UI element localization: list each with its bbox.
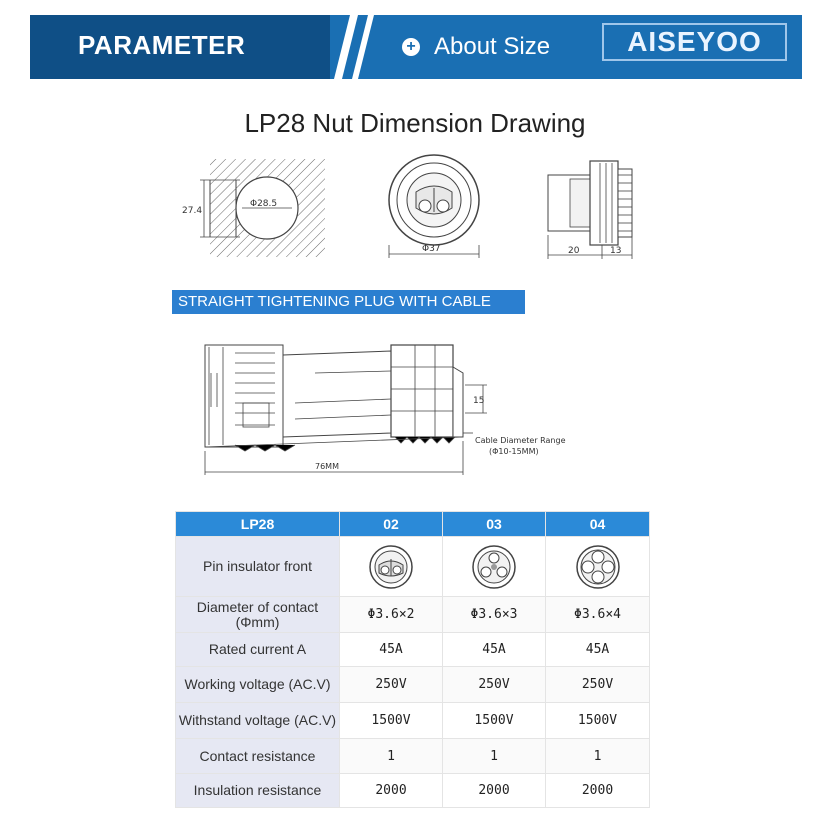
row-label: Working voltage (AC.V)	[176, 667, 340, 703]
cell-value: 1	[443, 739, 546, 774]
cell-value: 2000	[546, 774, 650, 808]
section-title: PARAMETER	[78, 30, 246, 60]
table-row	[176, 633, 650, 667]
cell-value: Φ3.6×2	[340, 597, 443, 633]
header-model: LP28	[176, 512, 340, 537]
nut-cutout-drawing	[180, 155, 330, 265]
slash-divider-icon	[320, 15, 380, 79]
header-03: 03	[443, 512, 546, 537]
row-label: Withstand voltage (AC.V)	[176, 703, 340, 739]
plus-icon: +	[402, 38, 420, 56]
pin-layout-2-icon	[340, 537, 443, 597]
table-row	[176, 774, 650, 808]
table-row	[176, 667, 650, 703]
cell-value: 250V	[546, 667, 650, 703]
table-row	[176, 597, 650, 633]
cell-value: 1500V	[340, 703, 443, 739]
table-row	[176, 537, 650, 597]
cell-value: 250V	[340, 667, 443, 703]
cell-value: 1	[340, 739, 443, 774]
front-view-drawing	[380, 150, 490, 265]
cable-range-value: (Φ10-15MM)	[489, 447, 539, 456]
about-size-label: About Size	[434, 33, 551, 60]
cell-value: 250V	[443, 667, 546, 703]
cell-value: Φ3.6×3	[443, 597, 546, 633]
header-04: 04	[546, 512, 650, 537]
side-length-b-label: 13	[610, 246, 622, 256]
side-length-a-label: 20	[568, 246, 580, 256]
cell-value: 2000	[340, 774, 443, 808]
plug-length-label: 76MM	[315, 462, 339, 471]
nut-height-label: 27.4	[182, 206, 203, 216]
pin-layout-3-icon	[443, 537, 546, 597]
cell-value: 2000	[443, 774, 546, 808]
row-label: Contact resistance	[176, 739, 340, 774]
plug-height-label: 15	[473, 396, 485, 406]
header-banner	[30, 15, 802, 79]
cell-value: 1	[546, 739, 650, 774]
cell-value: Φ3.6×4	[546, 597, 650, 633]
cell-value: 45A	[443, 633, 546, 667]
brand-logo: AISEYOO	[602, 23, 787, 61]
plug-drawing	[195, 333, 595, 483]
table-row	[176, 739, 650, 774]
cell-value: 1500V	[546, 703, 650, 739]
side-view-drawing	[540, 155, 640, 265]
row-label: Rated current A	[176, 633, 340, 667]
row-label: Insulation resistance	[176, 774, 340, 808]
cable-range-label: Cable Diameter Range	[475, 436, 566, 445]
row-label: Diameter of contact (Φmm)	[176, 597, 340, 633]
row-label: Pin insulator front	[176, 537, 340, 597]
section-label: STRAIGHT TIGHTENING PLUG WITH CABLE	[172, 290, 525, 314]
table-row	[176, 703, 650, 739]
cell-value: 45A	[546, 633, 650, 667]
cell-value: 45A	[340, 633, 443, 667]
header-02: 02	[340, 512, 443, 537]
front-diameter-label: Φ37	[422, 244, 441, 254]
drawing-title: LP28 Nut Dimension Drawing	[244, 108, 586, 138]
cell-value: 1500V	[443, 703, 546, 739]
table-header-row	[176, 512, 650, 537]
nut-diameter-label: Φ28.5	[250, 199, 278, 209]
subsection-title	[402, 33, 550, 61]
pin-layout-4-icon	[546, 537, 650, 597]
parameter-table	[175, 511, 650, 808]
